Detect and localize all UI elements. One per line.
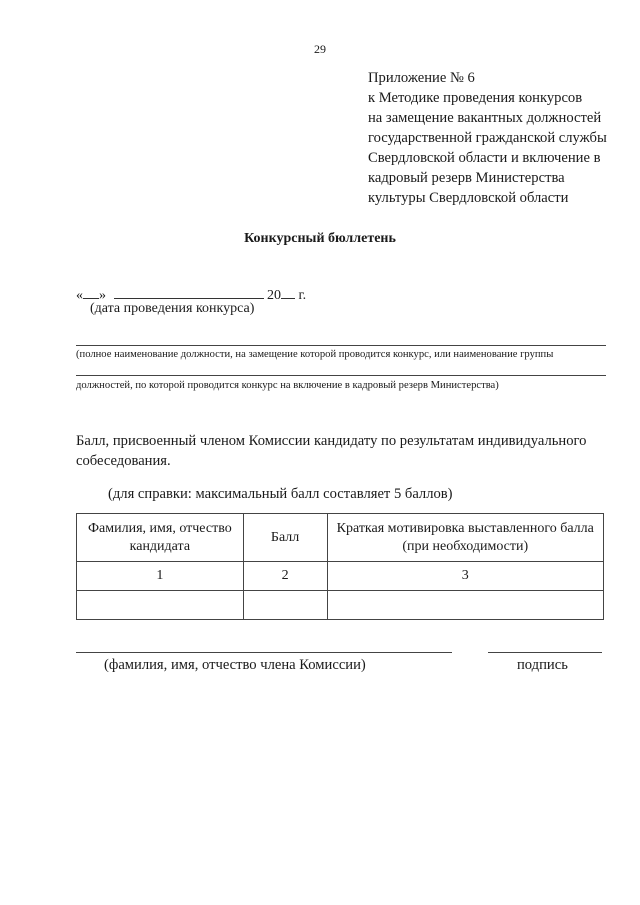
position-caption-2: должностей, по которой проводится конкурс на включение в кадровый резерв Министерства) [76, 380, 499, 391]
signature-line [488, 652, 602, 653]
score-cell[interactable] [243, 591, 327, 620]
appendix-line: культуры Свердловской области [368, 190, 569, 206]
name-signature-line [76, 652, 452, 653]
table-row [77, 591, 604, 620]
column-number: 2 [243, 562, 327, 591]
appendix-line: к Методике проведения конкурсов [368, 90, 583, 106]
close-quote: » [99, 288, 106, 303]
candidate-cell[interactable] [77, 591, 244, 620]
header-score: Балл [243, 514, 327, 562]
score-table [76, 513, 604, 620]
appendix-line: кадровый резерв Министерства [368, 170, 565, 186]
signature-caption: подпись [517, 657, 568, 673]
position-caption-1: (полное наименование должности, на замещение которой проводится конкурс, или наименование группы [76, 349, 554, 360]
position-line-2 [76, 375, 606, 376]
name-caption: (фамилия, имя, отчество члена Комиссии) [104, 657, 366, 673]
month-blank [114, 286, 264, 299]
header-motivation: Краткая мотивировка выставленного балла (при необходимости) [327, 514, 603, 562]
motivation-cell[interactable] [327, 591, 603, 620]
table-header-row [77, 514, 604, 562]
document-title: Конкурсный бюллетень [244, 231, 396, 246]
appendix-line: государственной гражданской службы [368, 130, 607, 146]
score-paragraph: Балл, присвоенный членом Комиссии кандидату по результатам индивидуального собеседования. [76, 433, 587, 469]
header-candidate: Фамилия, имя, отчество кандидата [77, 514, 244, 562]
year-suffix: г. [295, 288, 307, 303]
appendix-header [368, 68, 630, 208]
date-caption: (дата проведения конкурса) [90, 301, 255, 316]
column-number: 3 [327, 562, 603, 591]
appendix-line: Приложение № 6 [368, 70, 475, 86]
appendix-line: на замещение вакантных должностей [368, 110, 602, 126]
page-number: 29 [314, 42, 326, 56]
year-blank [281, 286, 295, 299]
reference-note: (для справки: максимальный балл составляет 5 баллов) [108, 486, 453, 502]
open-quote: « [76, 288, 83, 303]
table-number-row [77, 562, 604, 591]
appendix-line: Свердловской области и включение в [368, 150, 601, 166]
position-line-1 [76, 345, 606, 346]
column-number: 1 [77, 562, 244, 591]
year-prefix: 20 [267, 288, 281, 303]
day-blank [83, 286, 99, 299]
